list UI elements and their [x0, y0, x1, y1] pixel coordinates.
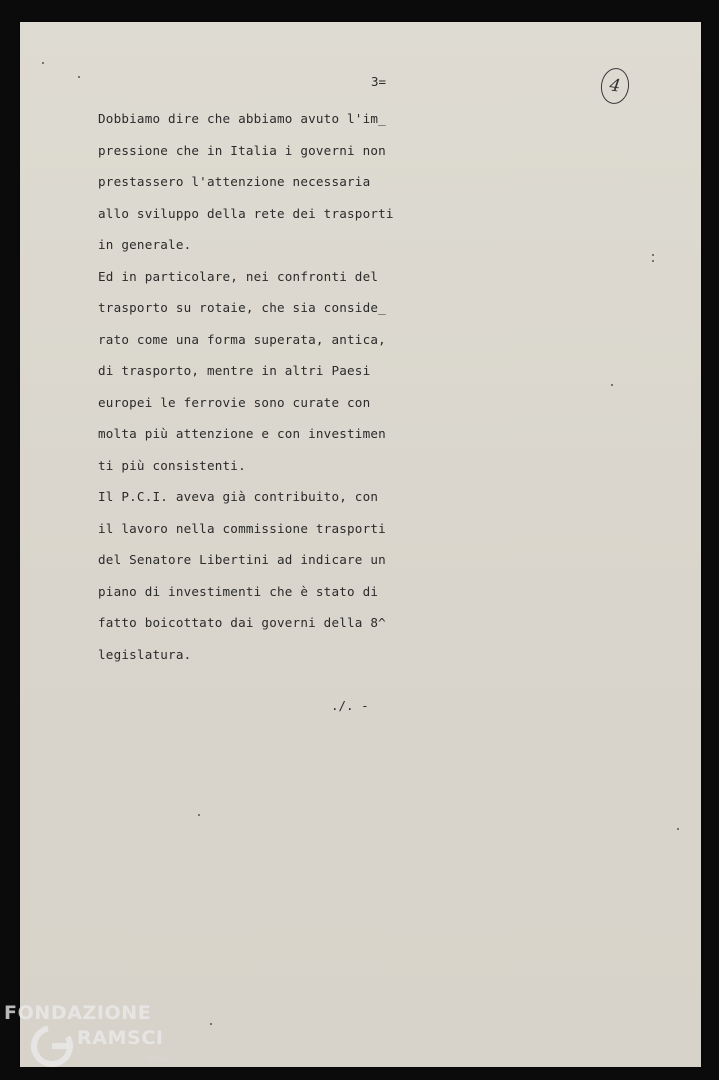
text-line: molta più attenzione e con investimen	[98, 426, 386, 441]
gramsci-g-logo-icon	[30, 1024, 74, 1068]
text-line: di trasporto, mentre in altri Paesi	[98, 363, 371, 378]
fondazione-gramsci-watermark	[4, 1002, 184, 1074]
circled-page-annotation: 4	[599, 66, 632, 106]
paper-speck	[611, 384, 613, 386]
text-line: allo sviluppo della rete dei trasporti	[98, 205, 394, 221]
watermark-line-3: onlus	[145, 1054, 170, 1064]
watermark-line-1: FONDAZIONE	[4, 1002, 152, 1024]
text-line: ti più consistenti.	[98, 457, 246, 473]
paper-speck	[210, 1023, 212, 1025]
text-line: legislatura.	[98, 646, 192, 662]
typed-body-text	[98, 110, 394, 677]
text-line: il lavoro nella commissione trasporti	[98, 520, 386, 536]
text-line: piano di investimenti che è stato di	[98, 583, 379, 599]
paper-speck	[198, 814, 200, 816]
continuation-mark: ./. -	[331, 698, 369, 713]
text-line: trasporto su rotaie, che sia conside_	[98, 300, 386, 315]
page-number: 3=	[371, 74, 387, 89]
text-line: prestassero l'attenzione necessaria	[98, 174, 371, 189]
text-line: in generale.	[98, 237, 192, 252]
document-page	[20, 22, 701, 1067]
text-line: pressione che in Italia i governi non	[98, 142, 386, 158]
watermark-line-2: RAMSCI	[77, 1027, 164, 1049]
paper-speck	[652, 260, 654, 262]
paper-speck	[42, 62, 44, 64]
text-line: Ed in particolare, nei confronti del	[98, 268, 379, 284]
text-line: del Senatore Libertini ad indicare un	[98, 552, 386, 567]
paper-speck	[677, 828, 679, 830]
paper-speck	[652, 254, 654, 256]
text-line: europei le ferrovie sono curate con	[98, 394, 371, 410]
text-line: Dobbiamo dire che abbiamo avuto l'im_	[98, 111, 386, 126]
paper-speck	[78, 76, 80, 78]
text-line: fatto boicottato dai governi della 8^	[98, 615, 386, 630]
text-line: Il P.C.I. aveva già contribuito, con	[98, 489, 379, 504]
text-line: rato come una forma superata, antica,	[98, 331, 386, 347]
